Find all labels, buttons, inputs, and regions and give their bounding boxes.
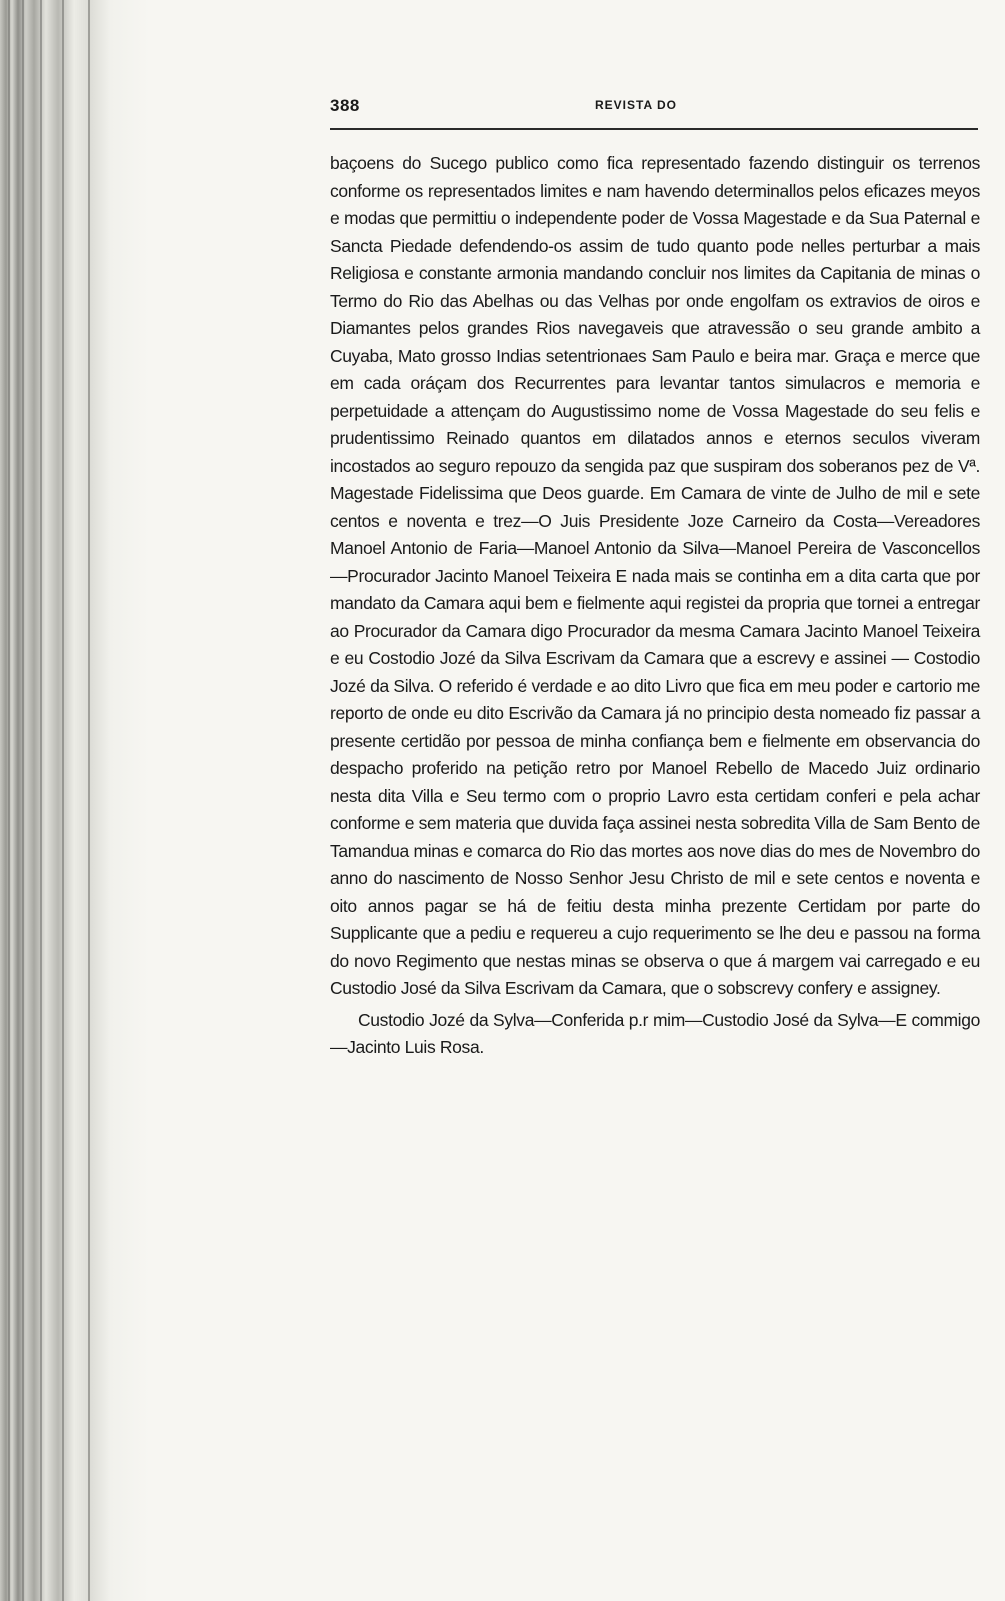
book-gutter-shadow — [0, 0, 150, 1601]
running-head: REVISTA DO — [595, 98, 678, 112]
gutter-line — [8, 0, 10, 1601]
body-text — [330, 150, 980, 1062]
paragraph-signatures: Custodio Jozé da Sylva—Conferida p.r mim—Custodio José da Sylva—E commigo—Jacinto Luis Rosa. — [330, 1009, 980, 1057]
page-header — [330, 96, 980, 120]
paragraph: baçoens do Sucego publico como fica representado fazendo distinguir os terrenos conforme os representados limites e nam havendo determinallos pelos eficazes meyos e modas que permittiu o independente poder de Vossa Magestade e da Sua Paternal e Sancta Piedade defendendo-os assim de tudo quanto pode nelles perturbar a mais Religiosa e constante armonia mandando concluir nos limites da Capitania de minas o Termo do Rio das Abelhas ou das Velhas por onde engolfam os extravios de oiros e Diamantes pelos grandes Rios navegaveis que atravessão o seu grande ambito a Cuyaba, Mato grosso Indias setentrionaes Sam Paulo e beira mar. Graça e merce que em cada oráçam dos Recurrentes para levantar tantos simulacros e memoria e perpetuidade a attençam do Augustissimo nome de Vossa Magestade do seu felis e prudentissimo Reinado quantos em dilatados annos e eternos seculos viveram incostados ao seguro repouzo da sengida paz que suspiram dos soberanos pez de Vª. Magestade Fidelissima que Deos guarde. Em Camara de vinte de Julho de mil e sete centos e noventa e trez—O Juis Presidente Joze Carneiro da Costa—Vereadores Manoel Antonio de Faria—Manoel Antonio da Silva—Manoel Pereira de Vasconcellos—Procurador Jacinto Manoel Teixeira E nada mais se continha em a dita carta que por mandato da Camara aqui bem e fielmente aqui registei da propria que tornei a entregar ao Procurador da Camara digo Procurador da mesma Camara Jacinto Manoel Teixeira e eu Costodio Jozé da Silva Escrivam da Camara que a escrevy e assinei — Costodio Jozé da Silva. O referido é verdade e ao dito Livro que fica em meu poder e cartorio me reporto de onde eu dito Escrivão da Camara já no principio desta nomeado fiz passar a presente certidão por pessoa de minha confiança bem e fielmente em observancia do despacho proferido na petição retro por Manoel Rebello de Macedo Juiz ordinario nesta dita Villa e Seu termo com o proprio Lavro esta certidam conferi e pela achar conforme e sem materia que duvida faça assinei nesta sobredita Villa de Sam Bento de Tamandua minas e comarca do Rio das mortes aos nove dias do mes de Novembro do anno do nascimento de Nosso Senhor Jesu Christo de mil e sete centos e noventa e oito annos pagar se há de feitiu desta minha prezente Certidam por parte do Supplicante que a pediu e requereu a cujo requerimento se lhe deu e passou na forma do novo Regimento que nestas minas se observa o que á margem vai carregado e eu Custodio José da Silva Escrivam da Camara, que o sobscrevy confery e assigney. — [330, 153, 980, 998]
gutter-line — [40, 0, 42, 1601]
header-rule — [330, 128, 978, 130]
gutter-line — [62, 0, 64, 1601]
page-number: 388 — [330, 96, 360, 115]
gutter-line — [88, 0, 90, 1601]
gutter-line — [22, 0, 24, 1601]
book-page — [330, 96, 980, 1062]
